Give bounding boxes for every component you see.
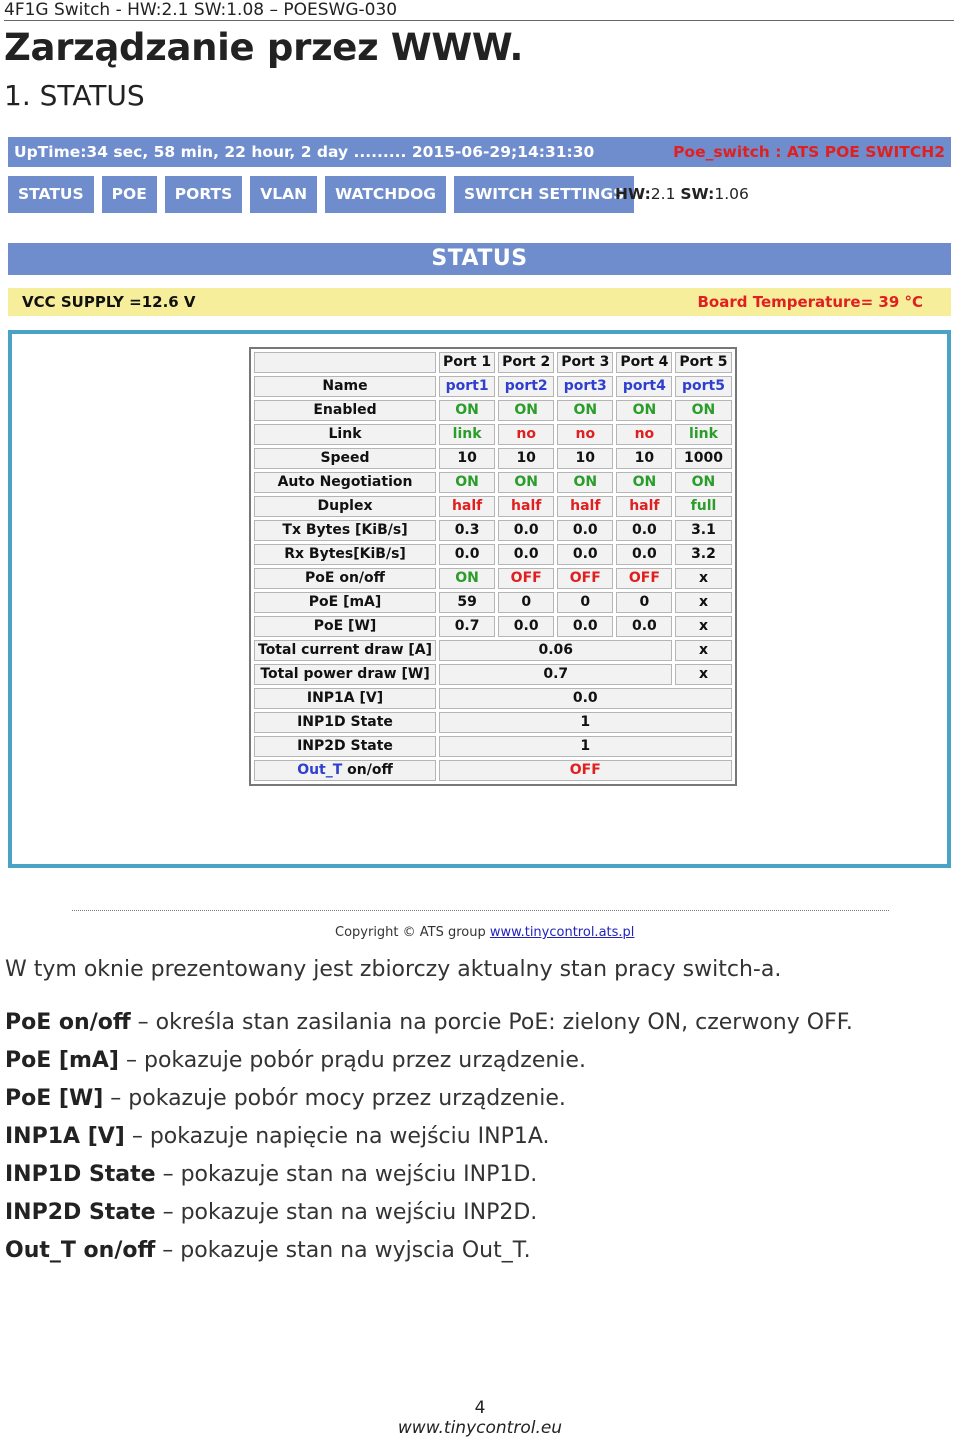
table-cell: ON <box>439 568 495 589</box>
table-cell: x <box>675 616 731 637</box>
tab-status[interactable]: STATUS <box>8 176 94 213</box>
table-cell: ON <box>498 472 554 493</box>
table-cell: OFF <box>498 568 554 589</box>
table-cell: ON <box>557 400 613 421</box>
port-header: Port 3 <box>557 352 613 373</box>
table-cell: half <box>616 496 672 517</box>
table-cell: ON <box>557 472 613 493</box>
table-row <box>254 664 732 685</box>
uptime-text: UpTime:34 sec, 58 min, 22 hour, 2 day ......... 2015-06-29;14:31:30 <box>14 143 595 161</box>
copyright-text: Copyright © ATS group <box>335 925 490 940</box>
table-cell: 0.0 <box>498 616 554 637</box>
footer-url: www.tinycontrol.eu <box>397 1418 563 1438</box>
table-row <box>254 712 732 733</box>
table-cell: full <box>675 496 731 517</box>
table-cell: 0.0 <box>498 544 554 565</box>
row-label: Auto Negotiation <box>254 472 436 493</box>
table-cell: link <box>439 424 495 445</box>
row-label: PoE [mA] <box>254 592 436 613</box>
definition-term: INP1A [V] <box>5 1124 125 1149</box>
port-name-link[interactable]: port2 <box>498 376 554 397</box>
port-name-link[interactable]: port1 <box>439 376 495 397</box>
row-label: Total power draw [W] <box>254 664 436 685</box>
document-header: 4F1G Switch - HW:2.1 SW:1.08 – POESWG-030 <box>4 0 954 21</box>
footer-divider <box>72 910 889 911</box>
copyright-link[interactable]: www.tinycontrol.ats.pl <box>489 925 635 940</box>
definition-description: – pokazuje napięcie na wejściu INP1A. <box>124 1124 550 1149</box>
table-cell: 59 <box>439 592 495 613</box>
definition-description: – określa stan zasilania na porcie PoE: zielony ON, czerwony OFF. <box>130 1010 853 1035</box>
hw-label: HW: <box>615 185 651 203</box>
table-cell: ON <box>616 400 672 421</box>
table-cell: 0.3 <box>439 520 495 541</box>
port-header: Port 5 <box>675 352 731 373</box>
table-row <box>254 400 732 421</box>
table-cell: OFF <box>616 568 672 589</box>
table-cell: ON <box>439 472 495 493</box>
row-label: Rx Bytes[KiB/s] <box>254 544 436 565</box>
table-cell: 0.0 <box>557 544 613 565</box>
vcc-supply: VCC SUPPLY =12.6 V <box>22 293 196 311</box>
port-header: Port 2 <box>498 352 554 373</box>
status-table <box>249 347 737 786</box>
row-label: INP1D State <box>254 712 436 733</box>
table-cell: 0 <box>498 592 554 613</box>
definition-item <box>5 1238 531 1263</box>
out-t-value: OFF <box>439 760 731 781</box>
table-cell: half <box>498 496 554 517</box>
table-row <box>254 688 732 709</box>
table-row <box>254 376 732 397</box>
definition-term: PoE [W] <box>5 1086 104 1111</box>
tab-ports[interactable]: PORTS <box>165 176 243 213</box>
hw-value: 2.1 <box>650 185 676 203</box>
inp1d-value: 1 <box>439 712 731 733</box>
page-number: 4 <box>474 1398 486 1418</box>
copyright <box>335 925 634 940</box>
tab-vlan[interactable]: VLAN <box>250 176 317 213</box>
table-row <box>254 760 732 781</box>
uptime-bar <box>8 137 951 167</box>
row-label: Duplex <box>254 496 436 517</box>
total-current-value: 0.06 <box>439 640 672 661</box>
table-row <box>254 640 732 661</box>
table-row <box>254 424 732 445</box>
row-label: INP2D State <box>254 736 436 757</box>
table-cell: 10 <box>557 448 613 469</box>
table-cell: no <box>616 424 672 445</box>
table-cell: 0.0 <box>557 520 613 541</box>
definition-description: – pokazuje stan na wyjscia Out_T. <box>155 1238 531 1263</box>
table-cell: ON <box>616 472 672 493</box>
table-cell: ON <box>439 400 495 421</box>
definition-item <box>5 1010 853 1035</box>
table-cell: 0.7 <box>439 616 495 637</box>
row-label: INP1A [V] <box>254 688 436 709</box>
table-cell: x <box>675 664 731 685</box>
table-cell: ON <box>498 400 554 421</box>
table-cell: 0.0 <box>557 616 613 637</box>
table-row <box>254 472 732 493</box>
port-name-link[interactable]: port5 <box>675 376 731 397</box>
table-cell: 3.1 <box>675 520 731 541</box>
table-cell: ON <box>675 472 731 493</box>
definition-description: – pokazuje pobór mocy przez urządzenie. <box>103 1086 566 1111</box>
table-row <box>254 448 732 469</box>
definition-item <box>5 1162 537 1187</box>
out-t-label-text: on/off <box>342 762 393 778</box>
board-temperature: Board Temperature= 39 °C <box>697 293 923 311</box>
out-t-link[interactable]: Out_T <box>297 762 343 778</box>
row-label: PoE [W] <box>254 616 436 637</box>
table-cell: 0.0 <box>439 544 495 565</box>
row-label: Speed <box>254 448 436 469</box>
table-cell: 0.0 <box>616 616 672 637</box>
version-info <box>615 185 749 203</box>
row-label: Total current draw [A] <box>254 640 436 661</box>
table-cell: OFF <box>557 568 613 589</box>
inp2d-value: 1 <box>439 736 731 757</box>
sw-label: SW: <box>680 185 715 203</box>
definition-term: INP2D State <box>5 1200 156 1225</box>
definition-item <box>5 1200 537 1225</box>
row-label: PoE on/off <box>254 568 436 589</box>
table-cell: 10 <box>498 448 554 469</box>
table-cell: no <box>498 424 554 445</box>
sw-value: 1.06 <box>714 185 749 203</box>
inp1a-value: 0.0 <box>439 688 731 709</box>
port-header: Port 4 <box>616 352 672 373</box>
table-row <box>254 568 732 589</box>
port-name-link[interactable]: port3 <box>557 376 613 397</box>
table-cell: 10 <box>616 448 672 469</box>
out-t-label <box>254 760 436 781</box>
row-label: Name <box>254 376 436 397</box>
intro-paragraph: W tym oknie prezentowany jest zbiorczy aktualny stan pracy switch-a. <box>5 957 782 982</box>
table-cell: ON <box>675 400 731 421</box>
table-cell: 0 <box>557 592 613 613</box>
tab-watchdog[interactable]: WATCHDOG <box>325 176 446 213</box>
table-cell: 0 <box>616 592 672 613</box>
definition-item <box>5 1086 566 1111</box>
table-cell: 1000 <box>675 448 731 469</box>
table-cell: link <box>675 424 731 445</box>
definition-term: Out_T on/off <box>5 1238 156 1263</box>
definition-description: – pokazuje pobór prądu przez urządzenie. <box>119 1048 586 1073</box>
definition-description: – pokazuje stan na wejściu INP2D. <box>155 1200 538 1225</box>
definition-item <box>5 1048 586 1073</box>
table-row <box>254 616 732 637</box>
table-cell: no <box>557 424 613 445</box>
row-label: Link <box>254 424 436 445</box>
status-heading: STATUS <box>8 243 951 275</box>
port-name-link[interactable]: port4 <box>616 376 672 397</box>
table-header-row <box>254 352 732 373</box>
port-header: Port 1 <box>439 352 495 373</box>
definition-item <box>5 1124 550 1149</box>
main-nav <box>8 176 642 213</box>
row-label: Enabled <box>254 400 436 421</box>
table-cell: x <box>675 640 731 661</box>
tab-switch-settings[interactable]: SWITCH SETTINGS <box>454 176 634 213</box>
table-cell: 0.0 <box>616 544 672 565</box>
table-row <box>254 544 732 565</box>
section-title: 1. STATUS <box>4 79 145 112</box>
definition-term: PoE [mA] <box>5 1048 119 1073</box>
table-row <box>254 520 732 541</box>
table-cell: 10 <box>439 448 495 469</box>
page-title: Zarządzanie przez WWW. <box>4 26 524 69</box>
table-cell: half <box>439 496 495 517</box>
header-empty-cell <box>254 352 436 373</box>
table-row <box>254 736 732 757</box>
supply-bar <box>8 288 951 316</box>
table-cell: 0.0 <box>616 520 672 541</box>
table-cell: x <box>675 568 731 589</box>
table-cell: 3.2 <box>675 544 731 565</box>
definition-description: – pokazuje stan na wejściu INP1D. <box>155 1162 538 1187</box>
table-row <box>254 592 732 613</box>
table-cell: x <box>675 592 731 613</box>
table-cell: 0.0 <box>498 520 554 541</box>
definition-term: INP1D State <box>5 1162 156 1187</box>
tab-poe[interactable]: POE <box>102 176 157 213</box>
total-power-value: 0.7 <box>439 664 672 685</box>
table-cell: half <box>557 496 613 517</box>
table-row <box>254 496 732 517</box>
row-label: Tx Bytes [KiB/s] <box>254 520 436 541</box>
device-name: Poe_switch : ATS POE SWITCH2 <box>673 143 945 161</box>
definition-term: PoE on/off <box>5 1010 131 1035</box>
